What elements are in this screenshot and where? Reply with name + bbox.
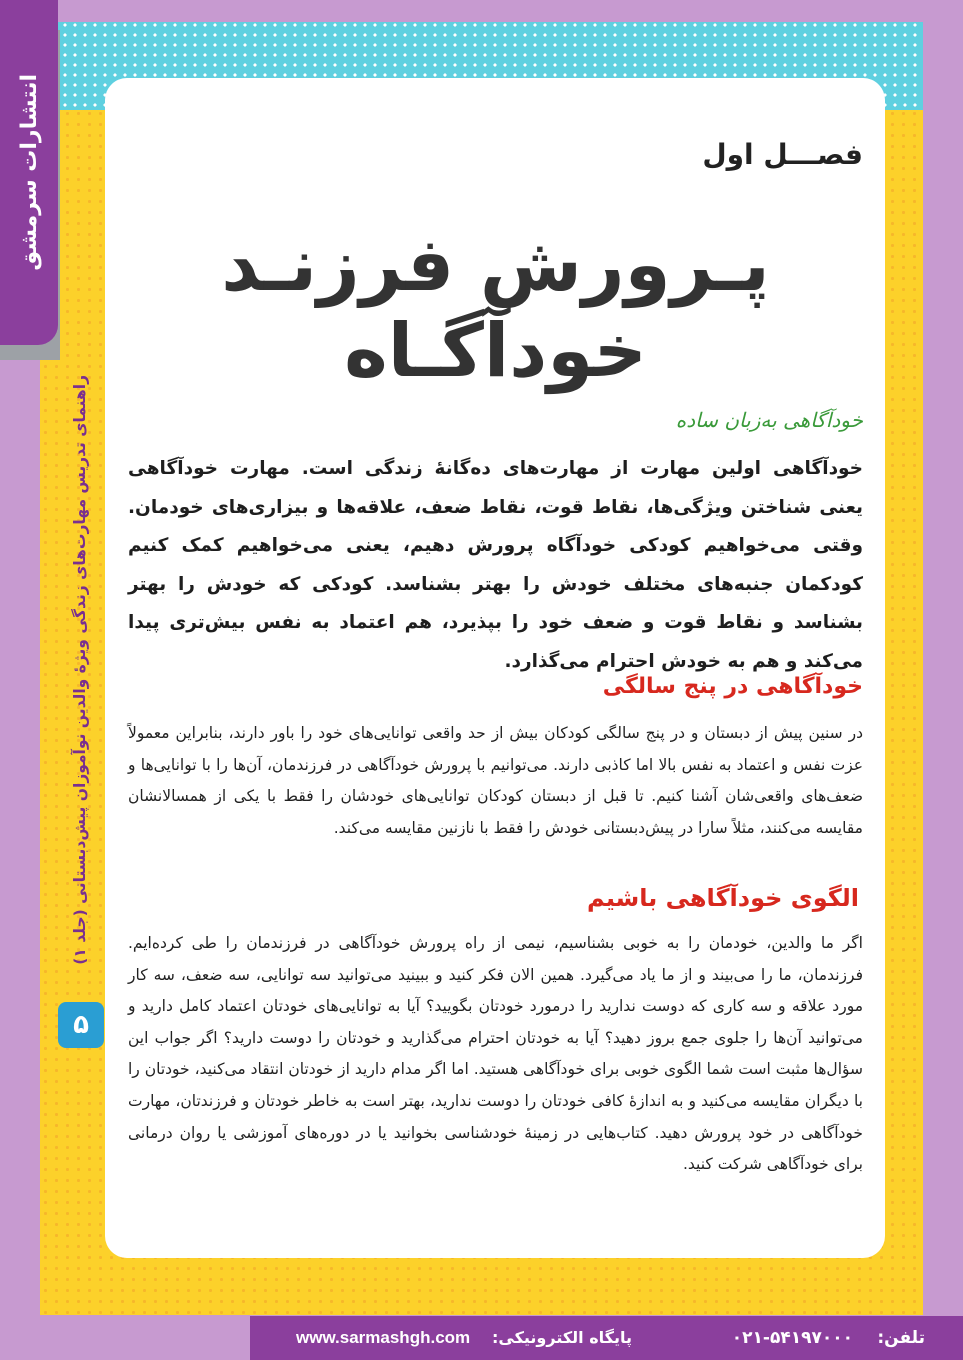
section-heading-model: الگوی خودآگاهی باشیم: [587, 884, 859, 912]
section-heading-simple: خودآگاهی به‌زبان ساده: [675, 408, 863, 432]
chapter-title: پـرورش فرزنـد خودآگـاه: [221, 222, 770, 394]
footer-website-label: پایگاه الکترونیکی:: [492, 1328, 633, 1347]
background-right-border: [923, 0, 963, 1315]
series-title: راهنمای تدریس مهارت‌های زندگی ویژهٔ والدین نوآموزان پیش‌دبستانی (جلد ۱): [71, 375, 89, 965]
section-text-simple: خودآگاهی اولین مهارت از مهارت‌های ده‌گانهٔ زندگی است. مهارت خودآگاهی یعنی شناختن ویژگی‌ها، نقاط قوت، نقاط ضعف، علاقه‌ها و بیزاری‌های خودمان. وقتی می‌خواهیم کودکی خودآگاه پرورش دهیم، یعنی می‌خواهیم کمک کنیم کودکمان جنبه‌های مختلف خودش را بهتر بشناسد. کودکی که خودش را بهتر بشناسد و نقاط قوت و ضعف خود را بپذیرد، هم اعتماد به نفس بیش‌تری پیدا می‌کند و هم به خودش احترام می‌گذارد.: [128, 458, 863, 672]
footer-phone: ۰۲۱-۵۴۱۹۷۰۰۰: [731, 1328, 853, 1348]
publisher-name: انتشارات سرمشق: [16, 74, 42, 271]
section-text-age: در سنین پیش از دبستان و در پنج سالگی کودکان بیش از حد واقعی توانایی‌های خود را باور دارند، بنابراین معمولاً عزت نفس و اعتماد به نفس بالا اما کاذبی دارند. می‌توانیم با پرورش خودآگاهی در فرزندمان، آن‌ها را با توانایی‌ها و ضعف‌های واقعی‌شان آشنا کنیم. تا قبل از دبستان کودکان توانایی‌های خودشان را فقط با یکی از همسالانشان مقایسه می‌کنند، مثلاً سارا در پیش‌دبستانی خودش را فقط با نازنین مقایسه می‌کند.: [128, 724, 863, 837]
section-text-model: اگر ما والدین، خودمان را به خوبی بشناسیم، نیمی از راه پرورش خودآگاهی در فرزندمان را طی کرده‌ایم. فرزندمان، ما را می‌بیند و از ما یاد می‌گیرد. همین الان فکر کنید و ببینید می‌توانید سه توانایی، سه ضعف، سه کار مورد علاقه و سه کاری که دوست ندارید را درمورد خودتان بگویید؟ آیا به توانایی‌های خودتان اعتماد کامل دارید و می‌توانید آن‌ها را جلوی جمع بروز دهید؟ آیا به خودتان احترام می‌گذارید و خودتان را دوست دارید؟ اگر جواب این سؤال‌ها مثبت است شما الگوی خوبی برای خودآگاهی هستید. اما اگر مدام دارید از خودتان انتقاد می‌کنید، خودتان را با دیگران مقایسه می‌کنید و به اندازهٔ کافی خودتان را دوست ندارید، بهتر است به خاطر خودتان و فرزندتان، مهارت خودآگاهی در خود پرورش دهید. کتاب‌هایی در زمینهٔ خودشناسی بخوانید یا در دوره‌های آموزشی یا روان درمانی برای خودآگاهی شرکت کنید.: [128, 934, 863, 1174]
section-heading-age: خودآگاهی در پنج سالگی: [602, 674, 863, 699]
page-number-badge: ۵: [58, 1002, 104, 1048]
chapter-label: فصـــل اول: [702, 138, 863, 171]
background-top-border: [0, 0, 963, 22]
footer-left-fade: [0, 1316, 250, 1360]
footer-phone-label: تلفن:: [877, 1328, 925, 1348]
footer-website-link[interactable]: www.sarmashgh.com: [296, 1328, 471, 1347]
